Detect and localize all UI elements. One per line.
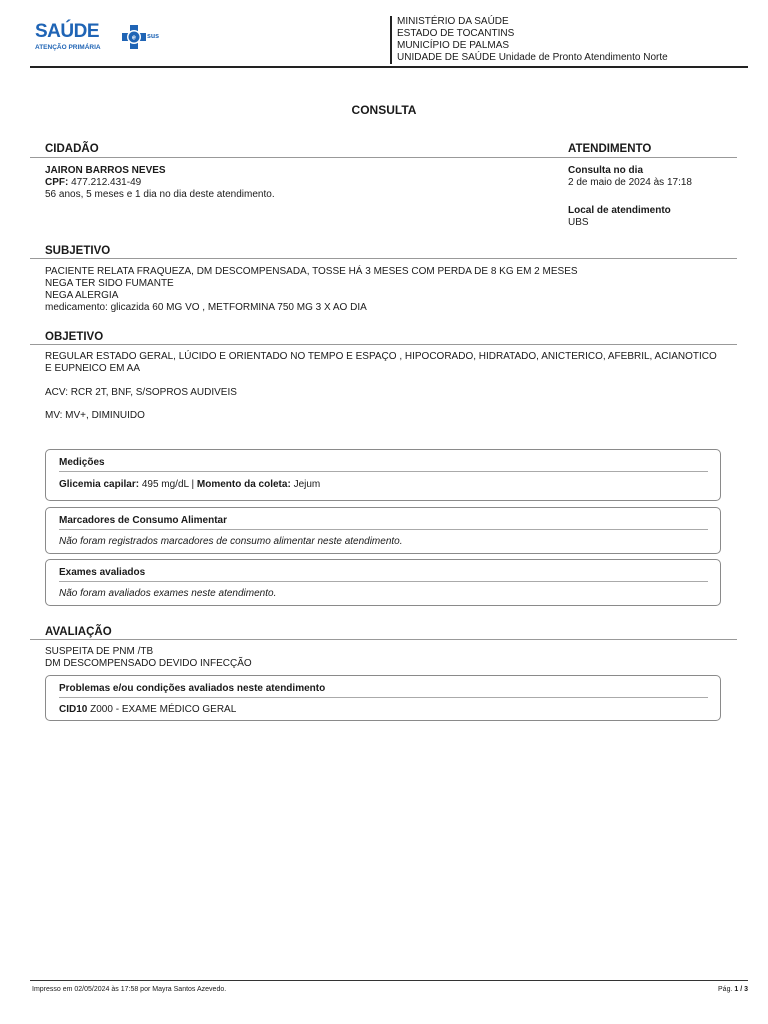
subjetivo-line: NEGA ALERGIA <box>45 290 119 301</box>
logo-wordmark: SAÚDE <box>35 21 100 42</box>
local-label: Local de atendimento <box>568 205 671 216</box>
subjetivo-text <box>45 266 578 314</box>
problemas-box <box>45 675 721 721</box>
footer-printed: Impresso em 02/05/2024 às 17:58 por Mayra Santos Azevedo. <box>32 986 227 993</box>
medicoes-heading: Medições <box>59 457 105 468</box>
consulta-date-label: Consulta no dia <box>568 165 643 176</box>
consulta-date-value: 2 de maio de 2024 às 17:18 <box>568 177 692 188</box>
avaliacao-line: SUSPEITA DE PNM /TB <box>45 646 154 657</box>
page-title: CONSULTA <box>351 103 417 117</box>
atendimento-heading: ATENDIMENTO <box>568 143 652 155</box>
marcadores-text: Não foram registrados marcadores de consumo alimentar neste atendimento. <box>59 536 403 547</box>
footer-rule <box>30 980 748 981</box>
box-rule <box>59 471 708 472</box>
section-rule <box>30 639 737 640</box>
objetivo-line: REGULAR ESTADO GERAL, LÚCIDO E ORIENTADO NO TEMPO E ESPAÇO , HIPOCORADO, HIDRATADO, ANICTERICO, AFEBRIL, ACIANOTICO <box>45 351 717 362</box>
avaliacao-heading: AVALIAÇÃO <box>45 626 112 638</box>
patient-age: 56 anos, 5 meses e 1 dia no dia deste atendimento. <box>45 189 275 200</box>
patient-cpf: CPF: 477.212.431-49 <box>45 177 142 188</box>
footer-page: Pág. 1 / 3 <box>718 986 748 993</box>
unit-line <box>397 52 668 64</box>
local-value: UBS <box>568 217 589 228</box>
objetivo-mv: MV: MV+, DIMINUIDO <box>45 410 145 421</box>
municipality-line: MUNICÍPIO DE PALMAS <box>397 40 510 51</box>
cidadao-heading: CIDADÃO <box>45 143 99 155</box>
subjetivo-heading: SUBJETIVO <box>45 245 111 257</box>
svg-text:e: e <box>132 34 136 42</box>
problemas-heading: Problemas e/ou condições avaliados neste atendimento <box>59 683 326 694</box>
header-divider <box>390 16 392 64</box>
objetivo-heading: OBJETIVO <box>45 331 104 343</box>
exames-box <box>45 559 721 606</box>
objetivo-line: E EUPNEICO EM AA <box>45 363 141 374</box>
subjetivo-line: NEGA TER SIDO FUMANTE <box>45 278 174 289</box>
marcadores-box <box>45 507 721 554</box>
atendimento-info <box>568 165 692 229</box>
logo-subtitle: ATENÇÃO PRIMÁRIA <box>35 44 101 51</box>
objetivo-acv: ACV: RCR 2T, BNF, S/SOPROS AUDIVEIS <box>45 387 237 398</box>
section-rule <box>30 157 737 158</box>
unit-label: UNIDADE DE SAÚDE <box>397 52 496 63</box>
ministry-block <box>397 16 668 64</box>
avaliacao-text <box>45 646 252 670</box>
medicoes-box <box>45 449 721 501</box>
patient-name: JAIRON BARROS NEVES <box>45 165 166 176</box>
avaliacao-line: DM DESCOMPENSADO DEVIDO INFECÇÃO <box>45 658 252 669</box>
marcadores-heading: Marcadores de Consumo Alimentar <box>59 515 228 526</box>
cidadao-info <box>45 165 275 201</box>
subjetivo-line: PACIENTE RELATA FRAQUEZA, DM DESCOMPENSADA, TOSSE HÁ 3 MESES COM PERDA DE 8 KG EM 2 MESES <box>45 266 578 277</box>
esus-cross-icon <box>121 24 147 50</box>
section-rule <box>30 258 737 259</box>
box-rule <box>59 697 708 698</box>
box-rule <box>59 529 708 530</box>
box-rule <box>59 581 708 582</box>
exames-text: Não foram avaliados exames neste atendimento. <box>59 588 277 599</box>
state-line: ESTADO DE TOCANTINS <box>397 28 515 39</box>
subjetivo-line: medicamento: glicazida 60 MG VO , METFORMINA 750 MG 3 X AO DIA <box>45 302 367 313</box>
header-rule <box>30 66 748 68</box>
saude-esus-logo <box>35 22 165 62</box>
unit-name: Unidade de Pronto Atendimento Norte <box>498 52 668 63</box>
section-rule <box>30 344 737 345</box>
glicemia-line: Glicemia capilar: 495 mg/dL | Momento da coleta: Jejum <box>59 479 321 490</box>
cid-line: CID10 Z000 - EXAME MÉDICO GERAL <box>59 704 237 715</box>
logo-badge: sus <box>147 33 160 40</box>
ministry-line: MINISTÉRIO DA SAÚDE <box>397 16 509 27</box>
objetivo-text <box>45 351 735 422</box>
exames-heading: Exames avaliados <box>59 567 146 578</box>
